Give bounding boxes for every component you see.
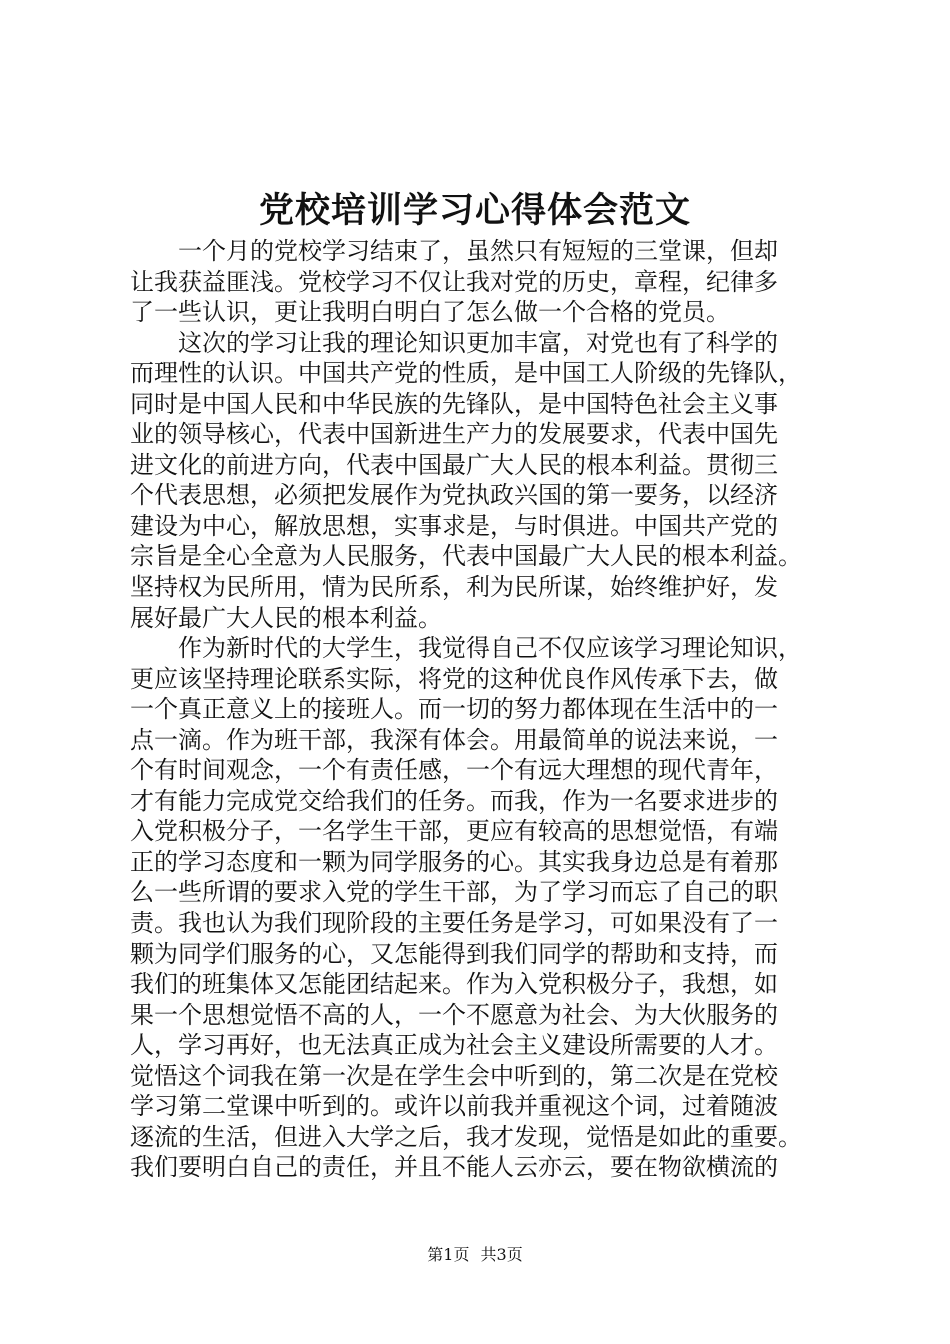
text-line: 一个真正意义上的接班人。而一切的努力都体现在生活中的一 xyxy=(130,695,778,724)
page-number: 第1页 xyxy=(427,1245,470,1264)
document-title: 党校培训学习心得体会范文 xyxy=(258,190,691,231)
text-line: 责。我也认为我们现阶段的主要任务是学习，可如果没有了一 xyxy=(130,909,778,938)
text-line: 颗为同学们服务的心，又怎能得到我们同学的帮助和支持，而 xyxy=(130,939,778,968)
text-line: 学习第二堂课中听到的。或许以前我并重视这个词，过着随波 xyxy=(130,1092,778,1121)
text-line: 展好最广大人民的根本利益。 xyxy=(130,603,442,632)
text-line: 进文化的前进方向，代表中国最广大人民的根本利益。贯彻三 xyxy=(130,450,778,479)
text-line: 个代表思想，必须把发展作为党执政兴国的第一要务，以经济 xyxy=(130,481,778,510)
text-line: 我们的班集体又怎能团结起来。作为入党积极分子，我想，如 xyxy=(130,970,778,999)
text-line: 让我获益匪浅。党校学习不仅让我对党的历史，章程，纪律多 xyxy=(130,267,778,296)
text-line: 果一个思想觉悟不高的人，一个不愿意为社会、为大伙服务的 xyxy=(130,1000,778,1029)
text-line: 个有时间观念，一个有责任感，一个有远大理想的现代青年， xyxy=(130,756,778,785)
text-line: 逐流的生活，但进入大学之后，我才发现，觉悟是如此的重要。 xyxy=(130,1122,802,1151)
text-line: 点一滴。作为班干部，我深有体会。用最简单的说法来说，一 xyxy=(130,725,778,754)
text-line: 同时是中国人民和中华民族的先锋队，是中国特色社会主义事 xyxy=(130,389,778,418)
text-line: 作为新时代的大学生，我觉得自己不仅应该学习理论知识， xyxy=(130,634,802,663)
text-line: 人，学习再好，也无法真正成为社会主义建设所需要的人才。 xyxy=(130,1031,778,1060)
text-line: 而理性的认识。中国共产党的性质，是中国工人阶级的先锋队， xyxy=(130,359,802,388)
text-line: 这次的学习让我的理论知识更加丰富，对党也有了科学的 xyxy=(130,328,778,357)
text-line: 坚持权为民所用，情为民所系，利为民所谋，始终维护好，发 xyxy=(130,573,778,602)
text-line: 入党积极分子，一名学生干部，更应有较高的思想觉悟，有端 xyxy=(130,817,778,846)
page-footer xyxy=(0,1244,950,1266)
document-body xyxy=(130,236,830,1183)
text-line: 了一些认识，更让我明白明白了怎么做一个合格的党员。 xyxy=(130,298,730,327)
text-line: 业的领导核心，代表中国新进生产力的发展要求，代表中国先 xyxy=(130,420,778,449)
text-line: 才有能力完成党交给我们的任务。而我，作为一名要求进步的 xyxy=(130,786,778,815)
text-line: 一个月的党校学习结束了，虽然只有短短的三堂课，但却 xyxy=(130,237,778,265)
page-total: 共3页 xyxy=(480,1245,523,1264)
text-line: 我们要明白自己的责任，并且不能人云亦云，要在物欲横流的 xyxy=(130,1153,778,1182)
text-line: 建设为中心，解放思想，实事求是，与时俱进。中国共产党的 xyxy=(130,511,778,540)
text-line: 么一些所谓的要求入党的学生干部，为了学习而忘了自己的职 xyxy=(130,878,778,907)
text-line: 更应该坚持理论联系实际，将党的这种优良作风传承下去，做 xyxy=(130,664,778,693)
text-line: 正的学习态度和一颗为同学服务的心。其实我身边总是有着那 xyxy=(130,847,778,876)
text-line: 宗旨是全心全意为人民服务，代表中国最广大人民的根本利益。 xyxy=(130,542,802,571)
text-line: 觉悟这个词我在第一次是在学生会中听到的，第二次是在党校 xyxy=(130,1061,778,1090)
